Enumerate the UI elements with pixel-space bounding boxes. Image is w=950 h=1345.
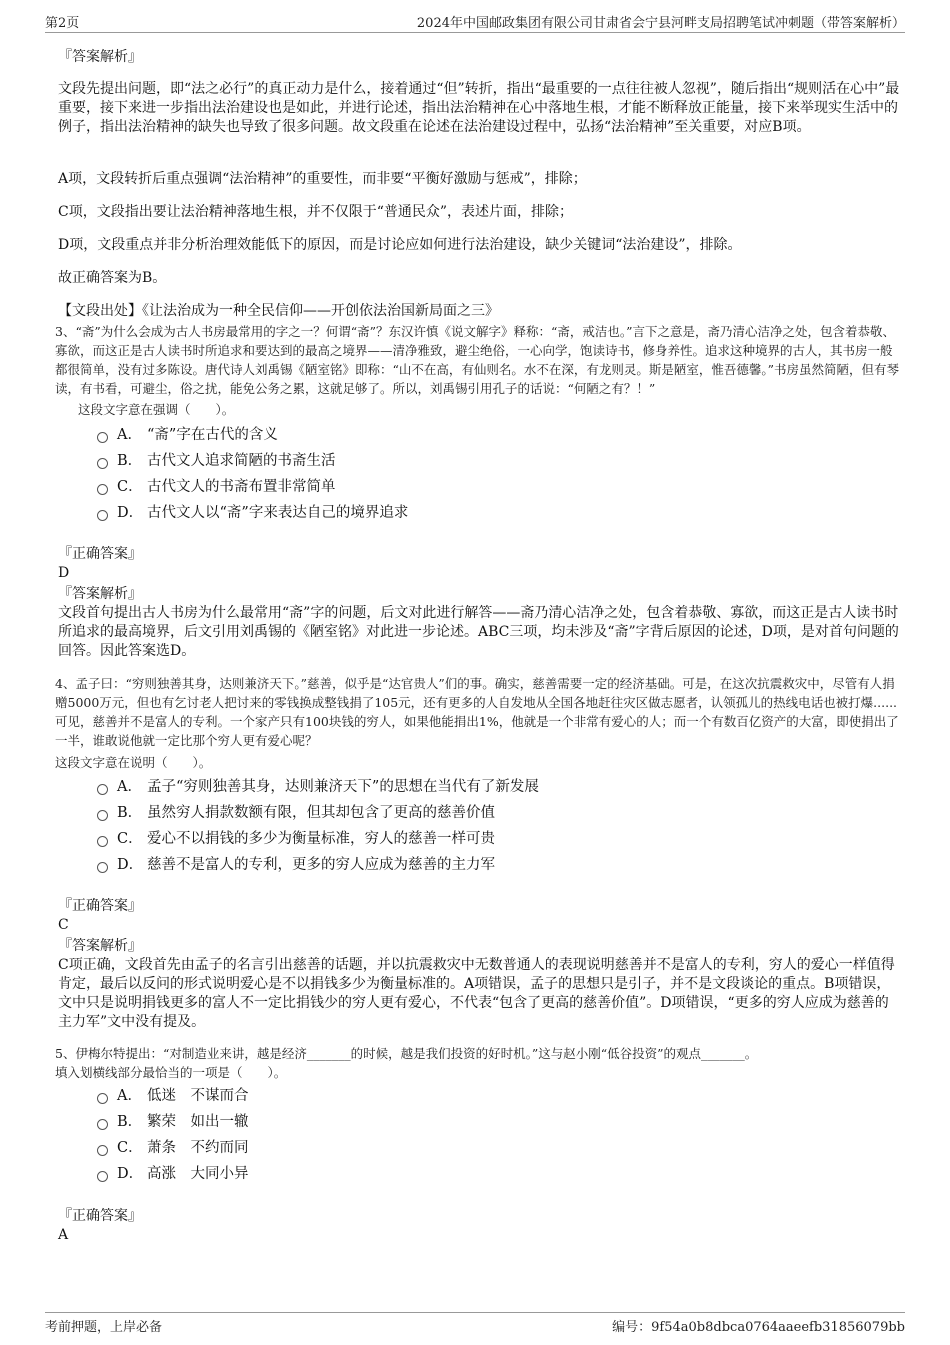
page-header [45, 10, 905, 33]
page-number: 第2页 [45, 16, 80, 31]
q4-option-c[interactable]: C． 爱心不以捐钱的多少为衡量标准，穷人的慈善一样可贵 [97, 828, 495, 850]
radio-icon[interactable] [97, 784, 108, 795]
q2-analysis-para4: D项，文段重点并非分析治理效能低下的原因，而是讨论应如何进行法治建设，缺少关键词“法治建设”，排除。 [58, 237, 742, 253]
q2-source: 【文段出处】《让法治成为一种全民信仰——开创依法治国新局面之三》 [58, 303, 499, 319]
radio-icon[interactable] [97, 810, 108, 821]
q5-stem: 5、伊梅尔特提出：“对制造业来讲，越是经济_______的时候，越是我们投资的好时机。”这与赵小刚“低谷投资”的观点_______。 [55, 1046, 758, 1061]
q4-option-a[interactable]: A． 孟子“穷则独善其身，达则兼济天下”的思想在当代有了新发展 [97, 776, 539, 798]
radio-icon[interactable] [97, 1145, 108, 1156]
document-id: 编号：9f54a0b8dbca0764aaeefb31856079bb [612, 1320, 905, 1335]
q3-option-a[interactable]: A． “斋”字在古代的含义 [97, 424, 278, 446]
radio-icon[interactable] [97, 862, 108, 873]
q4-analysis-heading: 『答案解析』 [58, 938, 142, 954]
radio-icon[interactable] [97, 510, 108, 521]
q2-analysis-para1: 文段先提出问题，即“法之必行”的真正动力是什么，接着通过“但”转折，指出“最重要的一点往往被人忽视”，随后指出“规则活在心中”最重要，接下来进一步指出法治建设也是如此，并进行论述，指出法治精神在心中落地生根，才能不断释放正能量，接下来举现实生活中的例子，指出法治精神的缺失也导致了很多问题。故文段重在论述在法治建设过程中，弘扬“法治精神”至关重要，对应B项。 [58, 81, 900, 135]
q3-analysis: 文段首句提出古人书房为什么最常用“斋”字的问题，后文对此进行解答——斋乃清心洁净之处，包含着恭敬、寡欲，而这正是古人读书时所追求的最高境界，后文引用刘禹锡的《陋室铭》对此进一步论述。ABC三项，均未涉及“斋”字背后原因的论述，D项，是对首句问题的回答。因此答案选D。 [58, 605, 899, 659]
document-title: 2024年中国邮政集团有限公司甘肃省会宁县河畔支局招聘笔试冲刺题（带答案解析） [416, 16, 905, 31]
page-footer [45, 1312, 905, 1335]
q3-option-d[interactable]: D． 古代文人以“斋”字来表达自己的境界追求 [97, 502, 408, 524]
q3-question: 这段文字意在强调（ ）。 [78, 402, 235, 417]
q5-answer-heading: 『正确答案』 [58, 1208, 142, 1224]
radio-icon[interactable] [97, 1119, 108, 1130]
q5-option-a[interactable]: A． 低迷 不谋而合 [97, 1085, 249, 1107]
q2-analysis-para2: A项，文段转折后重点强调“法治精神”的重要性，而非要“平衡好激励与惩戒”，排除； [58, 171, 587, 187]
radio-icon[interactable] [97, 1093, 108, 1104]
q4-analysis: C项正确，文段首先由孟子的名言引出慈善的话题，并以抗震救灾中无数普通人的表现说明慈善并不是富人的专利，穷人的爱心一样值得肯定，最后以反问的形式说明爱心是不以捐钱多少为衡量标准的。A项错误，孟子的思想只是引子，并不是文段谈论的重点。B项错误，文中只是说明捐钱更多的富人不一定比捐钱少的穷人更有爱心，不代表“包含了更高的慈善价值”。D项错误，“更多的穷人应成为慈善的主力军”文中没有提及。 [58, 957, 895, 1030]
q4-answer-heading: 『正确答案』 [58, 898, 142, 914]
q2-analysis-heading: 『答案解析』 [58, 49, 142, 65]
q5-option-c[interactable]: C． 萧条 不约而同 [97, 1137, 249, 1159]
radio-icon[interactable] [97, 484, 108, 495]
radio-icon[interactable] [97, 836, 108, 847]
q3-option-b[interactable]: B． 古代文人追求简陋的书斋生活 [97, 450, 336, 472]
q3-answer: D [58, 565, 70, 581]
radio-icon[interactable] [97, 458, 108, 469]
q5-question: 填入划横线部分最恰当的一项是（ ）。 [55, 1065, 287, 1080]
q2-analysis-para3: C项，文段指出要让法治精神落地生根，并不仅限于“普通民众”，表述片面，排除； [58, 204, 574, 220]
q5-option-b[interactable]: B． 繁荣 如出一辙 [97, 1111, 249, 1133]
q5-answer: A [58, 1227, 69, 1243]
q3-stem: 3、“斋”为什么会成为古人书房最常用的字之一？何谓“斋”？东汉许慎《说文解字》释称：“斋，戒洁也。”言下之意是，斋乃清心洁净之处，包含着恭敬、寡欲，而这正是古人读书时所追求和要达到的最高之境界——清净雅致，避尘绝俗，一心向学，饱读诗书，修身养性。追求这种境界的古人，其书房一般都很简单，没有过多陈设。唐代诗人刘禹锡《陋室铭》即称：“山不在高，有仙则名。水不在深，有龙则灵。斯是陋室，惟吾德馨。”书房虽然简陋，但有琴读，有书看，可避尘，俗之扰，能免公务之累，这就足够了。所以，刘禹锡引用孔子的话说：“何陋之有？！” [55, 324, 900, 396]
q2-analysis-para5: 故正确答案为B。 [58, 270, 167, 286]
q4-option-b[interactable]: B． 虽然穷人捐款数额有限，但其却包含了更高的慈善价值 [97, 802, 495, 824]
q5-option-d[interactable]: D． 高涨 大同小异 [97, 1163, 249, 1185]
footer-slogan: 考前押题，上岸必备 [45, 1320, 163, 1335]
q3-answer-heading: 『正确答案』 [58, 546, 142, 562]
q3-option-c[interactable]: C． 古代文人的书斋布置非常简单 [97, 476, 336, 498]
q4-question: 这段文字意在说明（ ）。 [55, 755, 212, 770]
radio-icon[interactable] [97, 1171, 108, 1182]
q4-stem: 4、孟子曰：“穷则独善其身，达则兼济天下。”慈善，似乎是“达官贵人”们的事。确实，慈善需要一定的经济基础。可是，在这次抗震救灾中，尽管有人捐赠5000万元，但也有乞讨老人把讨来的零钱换成整钱捐了105元，还有更多的人自发地从全国各地赶往灾区做志愿者，认领孤儿的热线电话也被打爆......可见，慈善并不是富人的专利。一个家产只有100块钱的穷人，如果他能捐出1%，他就是一个非常有爱心的人；而一个有数百亿资产的大富，即使捐出了一半，谁敢说他就一定比那个穷人更有爱心呢？ [55, 676, 899, 748]
q3-analysis-heading: 『答案解析』 [58, 586, 142, 602]
q4-option-d[interactable]: D． 慈善不是富人的专利，更多的穷人应成为慈善的主力军 [97, 854, 495, 876]
q4-answer: C [58, 917, 69, 933]
radio-icon[interactable] [97, 432, 108, 443]
